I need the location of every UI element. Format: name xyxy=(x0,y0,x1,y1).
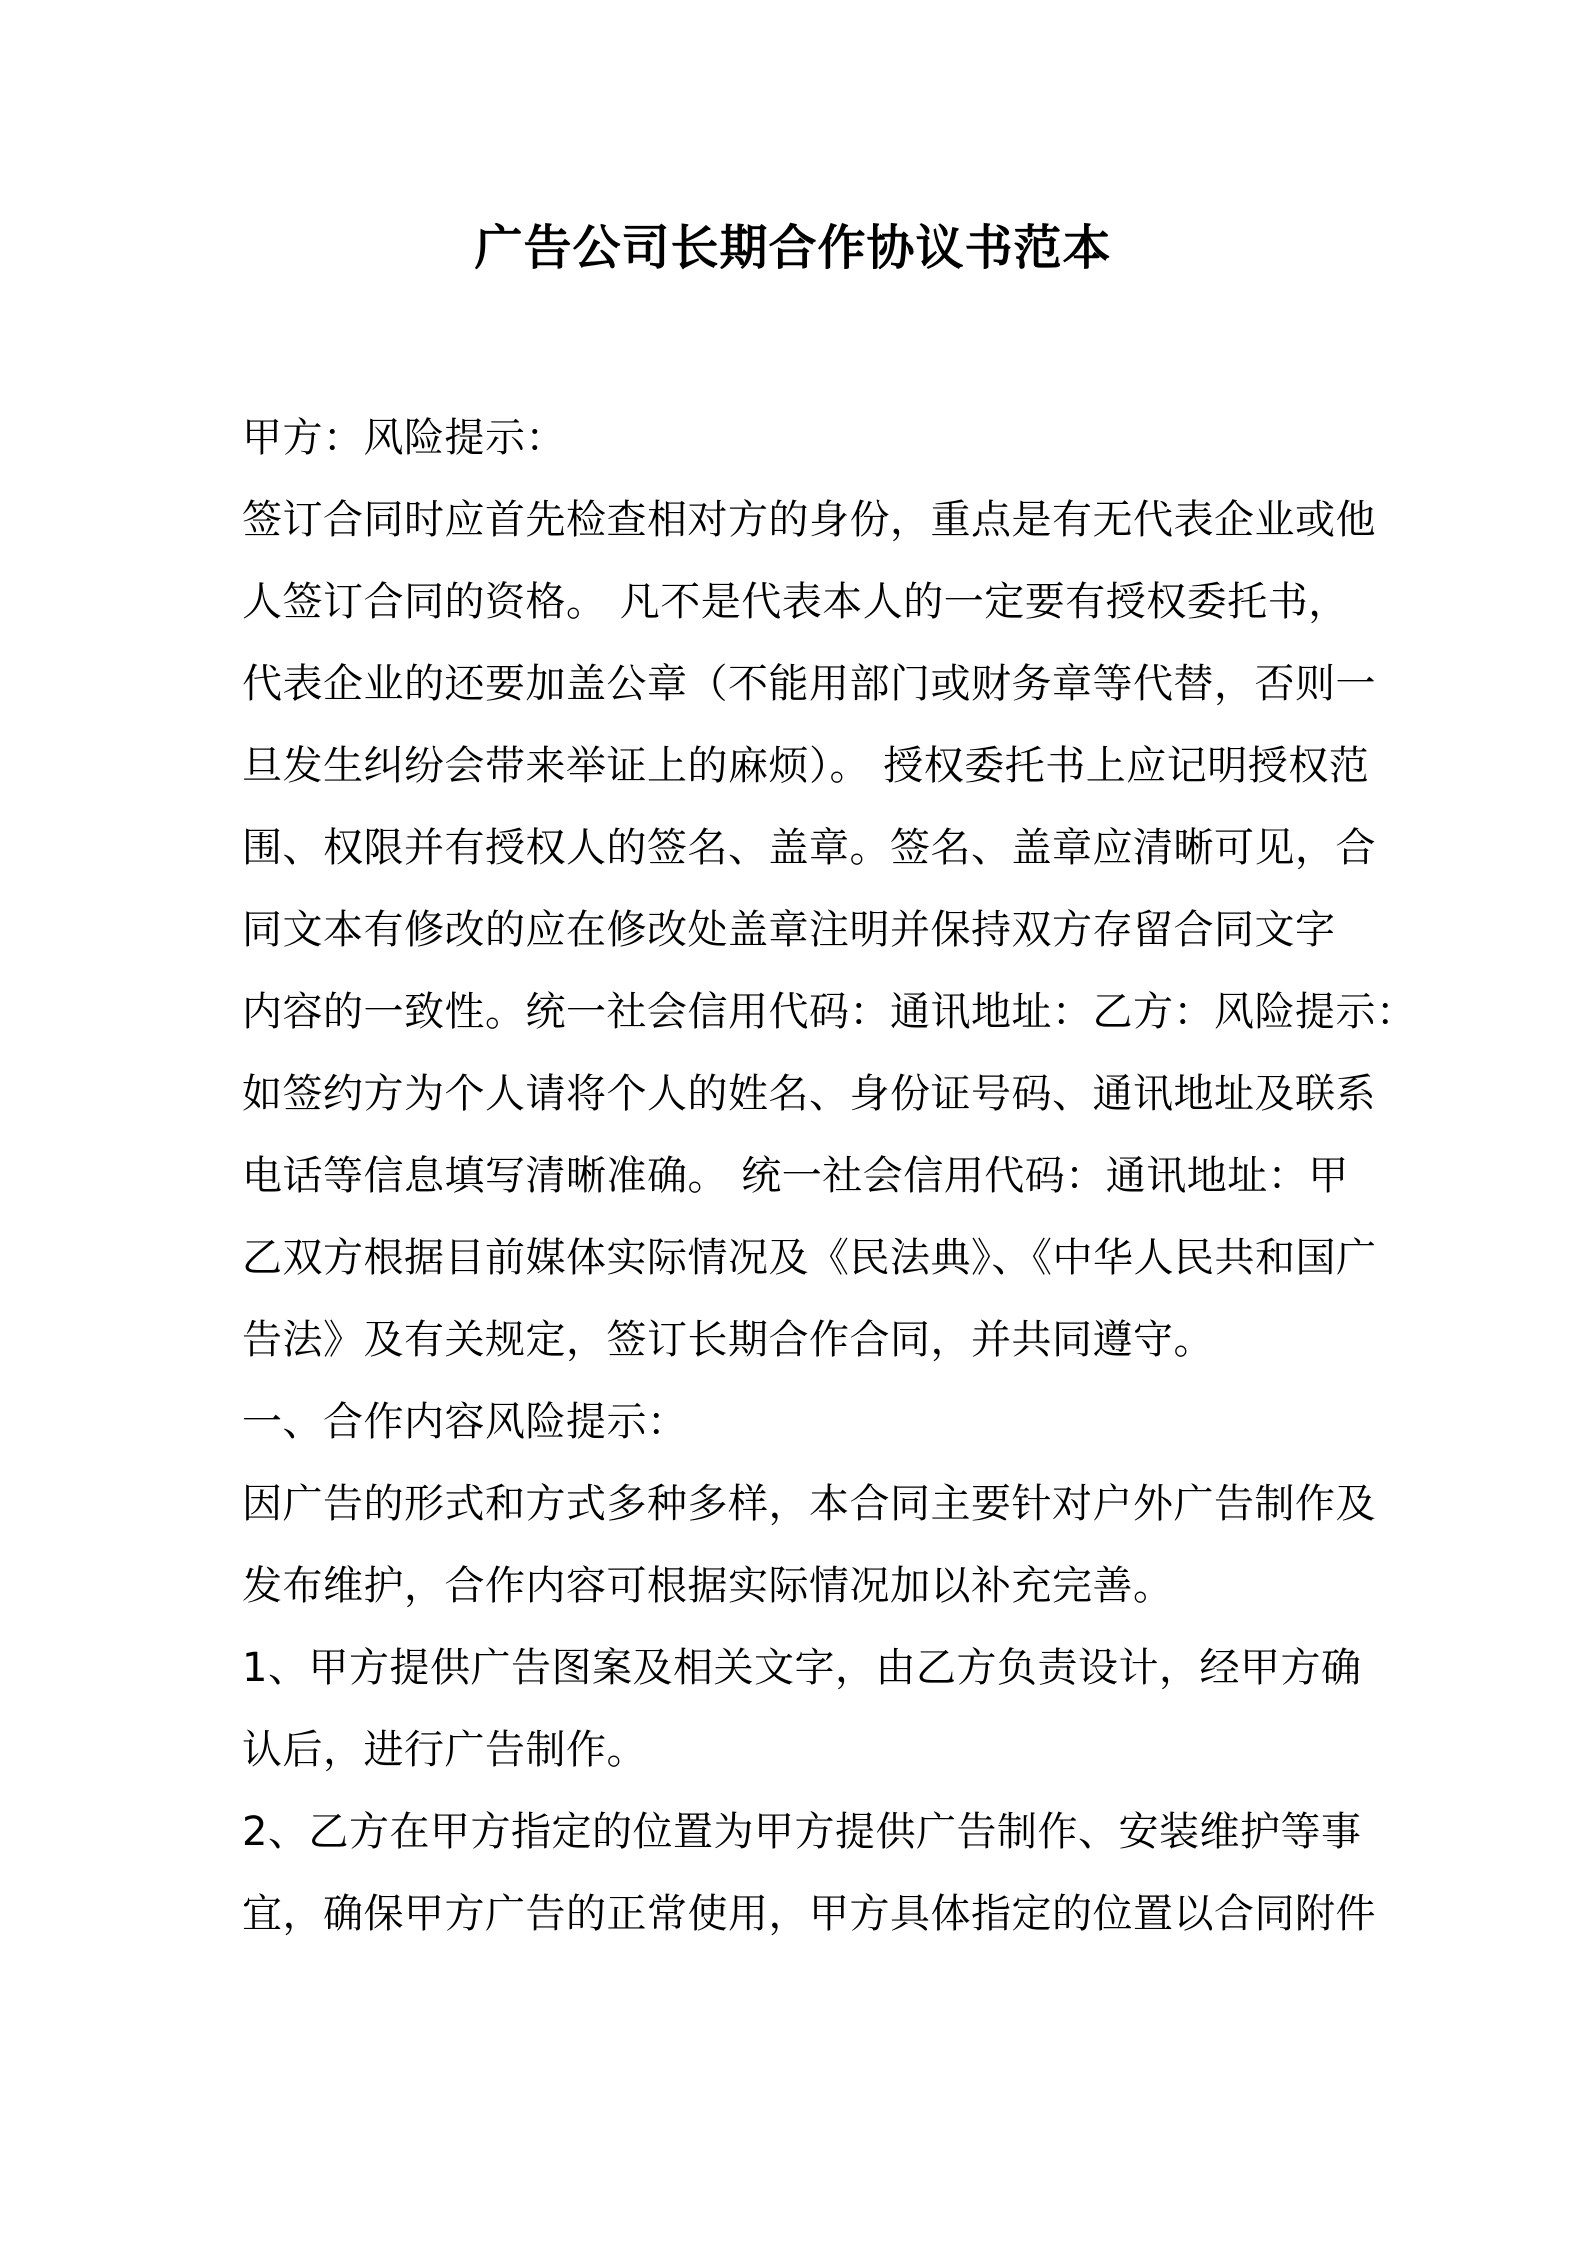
body-line: 旦发生纠纷会带来举证上的麻烦）。 授权委托书上应记明授权范 xyxy=(242,743,1370,789)
body-line: 如签约方为个人请将个人的姓名、身份证号码、通讯地址及联系 xyxy=(242,1071,1376,1117)
body-line: 甲方：风险提示： xyxy=(242,415,566,461)
body-line: 乙双方根据目前媒体实际情况及《民法典》、《中华人民共和国广 xyxy=(242,1235,1377,1281)
body-line: 发布维护，合作内容可根据实际情况加以补充完善。 xyxy=(242,1563,1174,1609)
body-line: 同文本有修改的应在修改处盖章注明并保持双方存留合同文字 xyxy=(242,907,1336,953)
body-line: 1、甲方提供广告图案及相关文字，由乙方负责设计，经甲方确 xyxy=(242,1645,1362,1691)
body-line: 内容的一致性。统一社会信用代码：通讯地址：乙方：风险提示： xyxy=(242,989,1417,1035)
body-line: 认后，进行广告制作。 xyxy=(242,1727,647,1773)
body-line: 人签订合同的资格。 凡不是代表本人的一定要有授权委托书， xyxy=(242,579,1349,625)
body-line: 签订合同时应首先检查相对方的身份，重点是有无代表企业或他 xyxy=(242,497,1376,543)
document-body xyxy=(242,397,1417,1955)
body-line: 电话等信息填写清晰准确。 统一社会信用代码：通讯地址：甲 xyxy=(242,1153,1349,1199)
body-line: 围、权限并有授权人的签名、盖章。签名、盖章应清晰可见，合 xyxy=(242,825,1376,871)
body-line: 告法》及有关规定，签订长期合作合同，并共同遵守。 xyxy=(242,1317,1214,1363)
section-heading: 一、合作内容风险提示： xyxy=(242,1399,688,1445)
body-line: 因广告的形式和方式多种多样，本合同主要针对户外广告制作及 xyxy=(242,1481,1376,1527)
body-line: 2、乙方在甲方指定的位置为甲方提供广告制作、安装维护等事 xyxy=(242,1809,1362,1855)
body-line: 宜，确保甲方广告的正常使用，甲方具体指定的位置以合同附件 xyxy=(242,1891,1376,1937)
body-line: 代表企业的还要加盖公章（不能用部门或财务章等代替，否则一 xyxy=(242,661,1376,707)
document-title: 广告公司长期合作协议书范本 xyxy=(474,220,1112,276)
